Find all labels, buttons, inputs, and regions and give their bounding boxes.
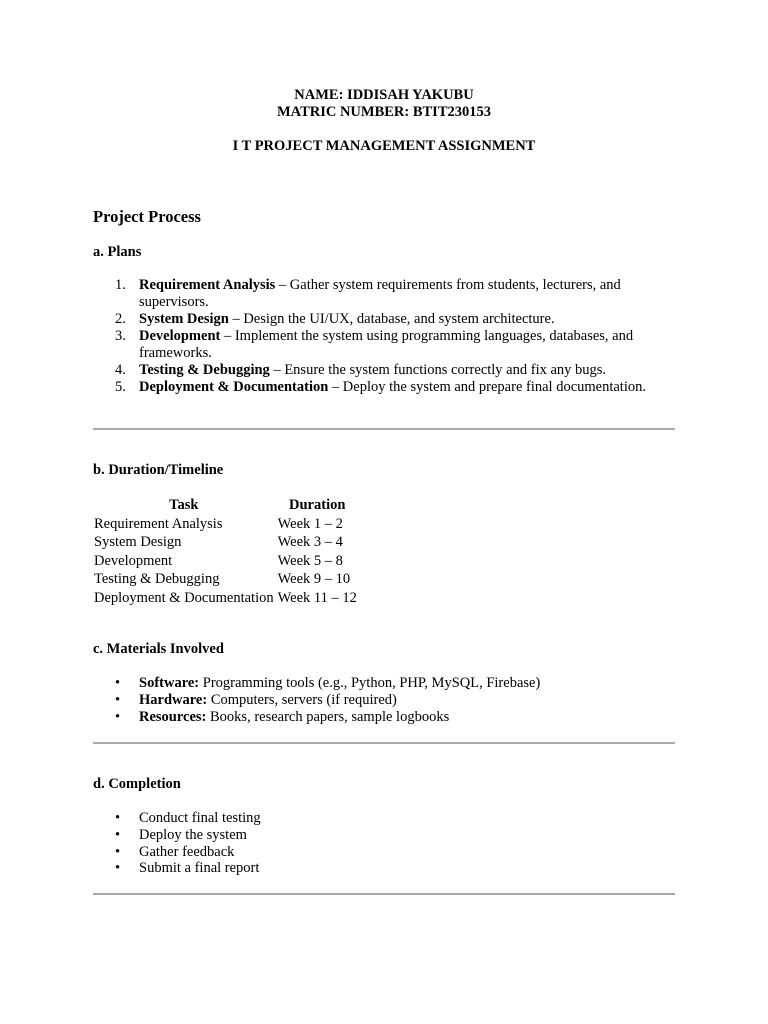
list-item	[93, 810, 675, 827]
material-term: Hardware:	[139, 691, 208, 708]
timeline-table	[92, 496, 359, 607]
timeline-heading: b. Duration/Timeline	[93, 462, 224, 478]
table-row	[92, 589, 359, 608]
horizontal-divider	[93, 742, 675, 744]
student-name: NAME: IDDISAH YAKUBU	[294, 87, 474, 103]
material-term: Resources:	[139, 708, 207, 725]
list-item	[93, 844, 675, 861]
bullet-icon: •	[115, 810, 121, 826]
plans-item-number: 2.	[115, 311, 126, 327]
task-cell: Deployment & Documentation	[94, 589, 274, 606]
section-title: Project Process	[93, 207, 201, 226]
task-cell: System Design	[94, 534, 182, 550]
plans-item-desc: – Ensure the system functions correctly and fix any bugs.	[269, 362, 607, 378]
material-desc: Computers, servers (if required)	[207, 691, 397, 708]
table-row	[92, 552, 359, 571]
duration-column-header: Duration	[289, 497, 346, 513]
bullet-icon: •	[115, 691, 121, 708]
materials-list	[93, 675, 675, 725]
plans-item-desc: – Gather system requirements from students, lecturers, and supervisors.	[139, 277, 621, 310]
completion-item-text: Deploy the system	[139, 826, 247, 843]
duration-cell: Week 5 – 8	[277, 552, 343, 569]
horizontal-divider	[93, 428, 675, 430]
material-desc: Programming tools (e.g., Python, PHP, MySQL, Firebase)	[199, 675, 541, 691]
plans-item-term: Requirement Analysis	[139, 277, 276, 293]
list-item	[93, 692, 675, 709]
task-cell: Requirement Analysis	[94, 515, 223, 532]
completion-item-text: Submit a final report	[139, 860, 260, 877]
plans-item-term: Testing & Debugging	[139, 362, 270, 378]
bullet-icon: •	[115, 708, 121, 725]
duration-cell: Week 11 – 12	[277, 589, 357, 606]
completion-heading: d. Completion	[93, 776, 181, 792]
matric-number: MATRIC NUMBER: BTIT230153	[276, 104, 492, 120]
task-column-header: Task	[169, 497, 199, 513]
horizontal-divider	[93, 893, 675, 895]
list-item	[93, 860, 675, 877]
material-term: Software:	[139, 675, 200, 691]
bullet-icon: •	[115, 826, 121, 843]
plans-item-number: 1.	[115, 277, 126, 293]
list-item	[93, 709, 675, 726]
duration-cell: Week 9 – 10	[277, 571, 351, 587]
materials-heading: c. Materials Involved	[93, 641, 224, 657]
bullet-icon: •	[115, 843, 121, 860]
plans-item	[93, 311, 675, 328]
timeline-header-row	[92, 496, 359, 515]
completion-item-text: Conduct final testing	[139, 810, 261, 826]
material-desc: Books, research papers, sample logbooks	[206, 708, 450, 725]
duration-cell: Week 3 – 4	[277, 534, 343, 550]
task-cell: Testing & Debugging	[94, 571, 220, 587]
plans-heading: a. Plans	[93, 244, 142, 260]
plans-item	[93, 277, 675, 311]
duration-cell: Week 1 – 2	[277, 515, 343, 532]
plans-item-desc: – Deploy the system and prepare final documentation.	[328, 379, 646, 395]
plans-item-term: Development	[139, 328, 221, 344]
plans-item-term: System Design	[139, 311, 229, 327]
plans-item-desc: – Implement the system using programming languages, databases, and frameworks.	[139, 328, 634, 361]
plans-item	[93, 362, 675, 379]
list-item	[93, 675, 675, 692]
plans-item-desc: – Design the UI/UX, database, and system architecture.	[228, 311, 555, 327]
bullet-icon: •	[115, 675, 121, 691]
plans-item-term: Deployment & Documentation	[139, 379, 329, 395]
table-row	[92, 533, 359, 552]
completion-list	[93, 810, 675, 877]
table-row	[92, 570, 359, 589]
completion-item-text: Gather feedback	[139, 843, 235, 860]
plans-item	[93, 379, 675, 396]
plans-list	[93, 277, 675, 396]
table-row	[92, 515, 359, 534]
plans-item-number: 3.	[115, 328, 126, 344]
document-title: I T PROJECT MANAGEMENT ASSIGNMENT	[232, 138, 536, 154]
bullet-icon: •	[115, 860, 121, 877]
plans-item	[93, 328, 675, 362]
task-cell: Development	[94, 552, 173, 569]
list-item	[93, 827, 675, 844]
plans-item-number: 5.	[115, 379, 126, 395]
plans-item-number: 4.	[115, 362, 126, 378]
